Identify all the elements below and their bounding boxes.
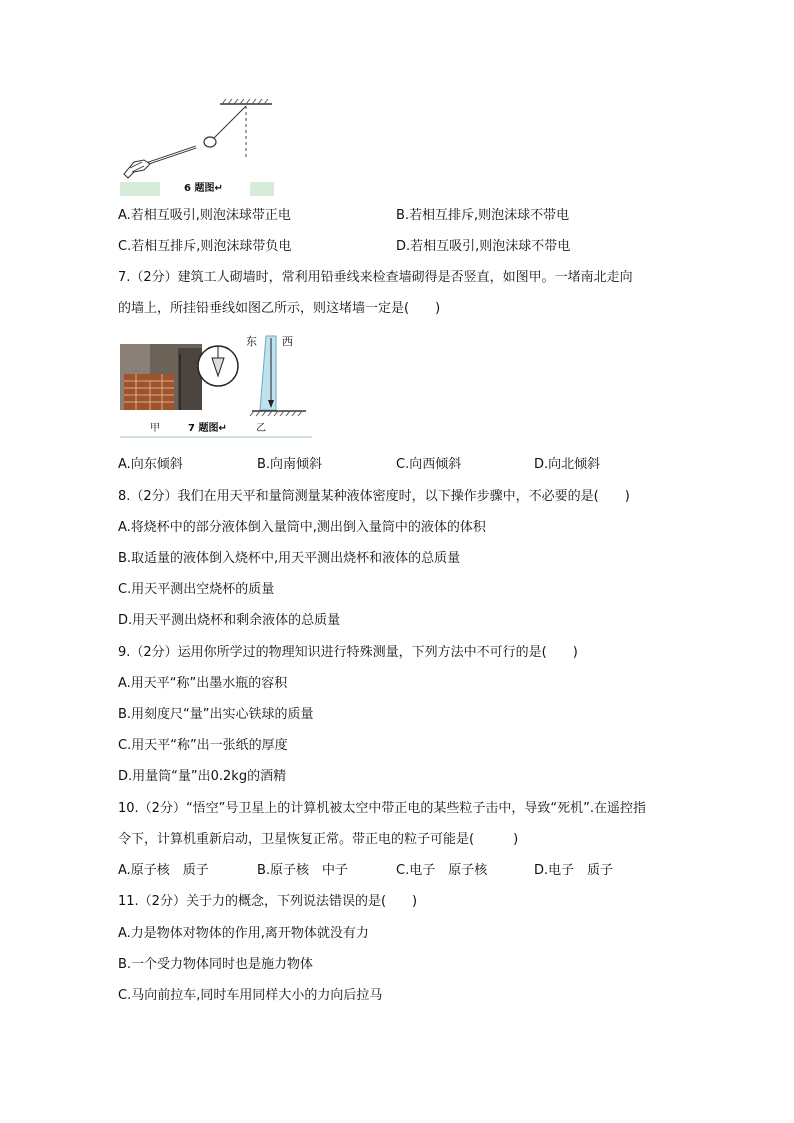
figure-7-east-label: 东 bbox=[246, 335, 257, 348]
q10-stem-line-2: 令下，计算机重新启动，卫星恢复正常。带正电的粒子可能是( ) bbox=[118, 832, 519, 847]
q7-option-a[interactable]: A.向东倾斜 bbox=[118, 457, 183, 472]
q11-option-b[interactable]: B.一个受力物体同时也是施力物体 bbox=[118, 957, 314, 972]
figure-7-label-jia: 甲 bbox=[150, 423, 160, 434]
q10-stem-line-1: 10.（2分）“悟空”号卫星上的计算机被太空中带正电的某些粒子击中，导致“死机”.在遥控指 bbox=[118, 801, 647, 816]
figure-7-label-yi: 乙 bbox=[256, 423, 266, 434]
q6-options-row-2 bbox=[118, 239, 718, 255]
q11-stem: 11.（2分）关于力的概念，下列说法错误的是( ) bbox=[118, 894, 418, 909]
q7-option-d[interactable]: D.向北倾斜 bbox=[534, 457, 601, 472]
q10-option-d[interactable]: D.电子 质子 bbox=[534, 863, 614, 878]
q7-option-b[interactable]: B.向南倾斜 bbox=[257, 457, 323, 472]
figure-7-caption: 7 题图↵ bbox=[188, 423, 227, 434]
q6-option-b[interactable]: B.若相互排斥,则泡沫球不带电 bbox=[396, 208, 570, 223]
q6-options-row-1 bbox=[118, 208, 718, 224]
q6-option-d[interactable]: D.若相互吸引,则泡沫球不带电 bbox=[396, 239, 571, 254]
q8-option-a[interactable]: A.将烧杯中的部分液体倒入量筒中,测出倒入量筒中的液体的体积 bbox=[118, 520, 486, 535]
q8-option-c[interactable]: C.用天平测出空烧杯的质量 bbox=[118, 582, 275, 597]
q6-option-c[interactable]: C.若相互排斥,则泡沫球带负电 bbox=[118, 239, 292, 254]
q8-option-b[interactable]: B.取适量的液体倒入烧杯中,用天平测出烧杯和液体的总质量 bbox=[118, 551, 461, 566]
q8-stem: 8.（2分）我们在用天平和量筒测量某种液体密度时，以下操作步骤中，不必要的是( ) bbox=[118, 489, 630, 504]
q9-option-b[interactable]: B.用刻度尺“量”出实心铁球的质量 bbox=[118, 707, 314, 722]
q10-option-a[interactable]: A.原子核 质子 bbox=[118, 863, 209, 878]
q10-option-c[interactable]: C.电子 原子核 bbox=[396, 863, 488, 878]
figure-6-caption: 6 题图↵ bbox=[184, 183, 223, 194]
figure-7-west-label: 西 bbox=[282, 335, 293, 348]
figure-6 bbox=[120, 98, 274, 196]
q7-stem-line-2: 的墙上，所挂铅垂线如图乙所示，则这堵墙一定是( ) bbox=[118, 301, 441, 316]
q11-option-a[interactable]: A.力是物体对物体的作用,离开物体就没有力 bbox=[118, 926, 369, 941]
q9-option-c[interactable]: C.用天平“称”出一张纸的厚度 bbox=[118, 738, 288, 753]
q7-options-row bbox=[118, 457, 718, 473]
figure-7 bbox=[120, 334, 312, 440]
q7-stem-line-1: 7.（2分）建筑工人砌墙时，常利用铅垂线来检查墙砌得是否竖直，如图甲。一堵南北走向 bbox=[118, 270, 633, 285]
q6-option-a[interactable]: A.若相互吸引,则泡沫球带正电 bbox=[118, 208, 291, 223]
q7-option-c[interactable]: C.向西倾斜 bbox=[396, 457, 462, 472]
q11-option-c[interactable]: C.马向前拉车,同时车用同样大小的力向后拉马 bbox=[118, 988, 383, 1003]
q9-stem: 9.（2分）运用你所学过的物理知识进行特殊测量，下列方法中不可行的是( ) bbox=[118, 645, 578, 660]
q8-option-d[interactable]: D.用天平测出烧杯和剩余液体的总质量 bbox=[118, 613, 341, 628]
q9-option-a[interactable]: A.用天平“称”出墨水瓶的容积 bbox=[118, 676, 288, 691]
q10-option-b[interactable]: B.原子核 中子 bbox=[257, 863, 349, 878]
q10-options-row bbox=[118, 863, 718, 879]
q9-option-d[interactable]: D.用量筒“量”出0.2kg的酒精 bbox=[118, 769, 287, 784]
